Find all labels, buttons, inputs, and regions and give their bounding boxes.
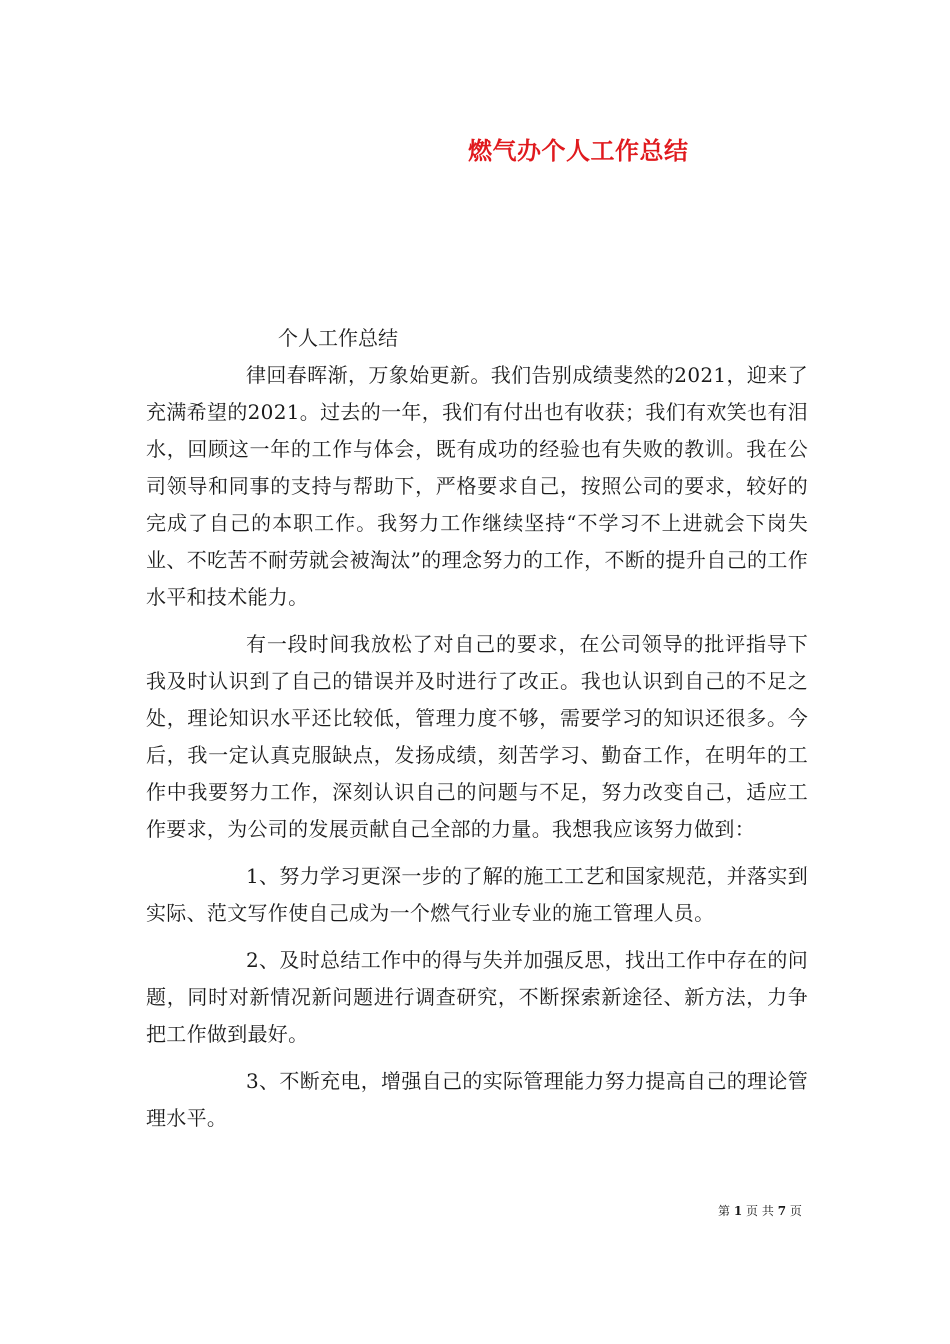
paragraph-goal-1: 1、努力学习更深一步的了解的施工工艺和国家规范，并落实到实际、范文写作使自己成为一个燃气行业专业的施工管理人员。	[146, 864, 808, 925]
document-title: 燃气办个人工作总结	[468, 136, 689, 165]
footer-middle: 页 共	[746, 1204, 774, 1218]
footer-total-pages: 7	[777, 1204, 787, 1218]
page-footer	[718, 1203, 802, 1219]
footer-current-page: 1	[733, 1204, 743, 1218]
footer-suffix: 页	[789, 1204, 802, 1218]
document-body	[146, 320, 808, 1137]
paragraph-goal-2: 2、及时总结工作中的得与失并加强反思，找出工作中存在的问题，同时对新情况新问题进行调查研究，不断探索新途径、新方法，力争把工作做到最好。	[146, 948, 808, 1046]
document-subtitle: 个人工作总结	[278, 326, 398, 350]
paragraph-reflection: 有一段时间我放松了对自己的要求，在公司领导的批评指导下我及时认识到了自己的错误并及时进行了改正。我也认识到自己的不足之处，理论知识水平还比较低，管理力度不够，需要学习的知识还很多。今后，我一定认真克服缺点，发扬成绩，刻苦学习、勤奋工作，在明年的工作中我要努力工作，深刻认识自己的问题与不足，努力改变自己，适应工作要求，为公司的发展贡献自己全部的力量。我想我应该努力做到：	[146, 632, 808, 841]
paragraph-goal-3: 3、不断充电，增强自己的实际管理能力努力提高自己的理论管理水平。	[146, 1069, 808, 1130]
paragraph-intro: 律回春晖渐，万象始更新。我们告别成绩斐然的2021，迎来了充满希望的2021。过去的一年，我们有付出也有收获；我们有欢笑也有泪水，回顾这一年的工作与体会，既有成功的经验也有失败的教训。我在公司领导和同事的支持与帮助下，严格要求自己，按照公司的要求，较好的完成了自己的本职工作。我努力工作继续坚持“不学习不上进就会下岗失业、不吃苦不耐劳就会被淘汰”的理念努力的工作，不断的提升自己的工作水平和技术能力。	[146, 363, 808, 609]
footer-prefix: 第	[718, 1204, 731, 1218]
